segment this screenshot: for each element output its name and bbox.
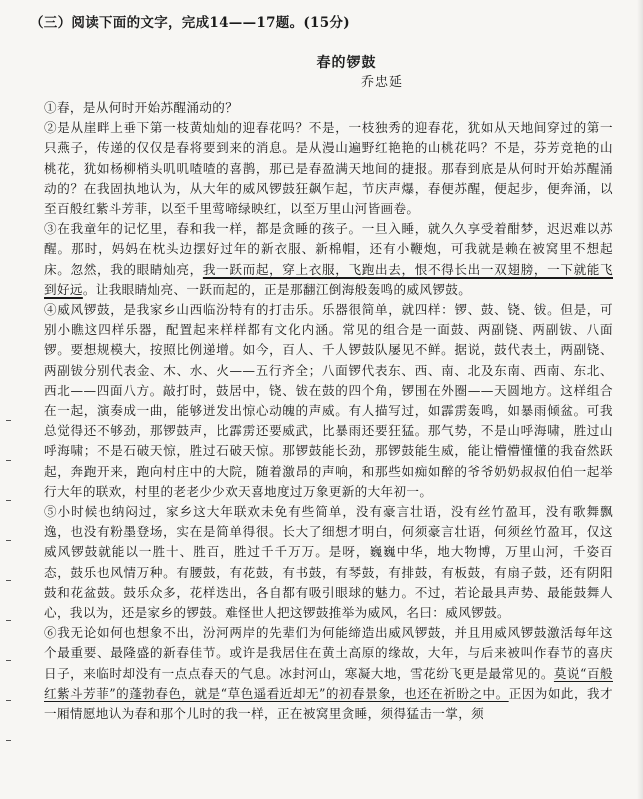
paragraph-1: ①春，是从何时开始苏醒涌动的？ (44, 100, 239, 115)
margin-mark (6, 420, 11, 421)
margin-mark (6, 660, 11, 661)
paragraph-3-text-b: 。让我眼睛灿亮、一跃而起的，正是那翻江倒海般轰鸣的威风锣鼓。 (82, 281, 472, 297)
page-edge-shadow (637, 0, 643, 799)
paragraph-3-text-a: ③在我童年的记忆里，春和我一样，都是贪睡的孩子。一旦入睡，就久久享受着酣梦，迟迟难以苏醒。那时，妈妈在枕头边摆好过年的新衣服、新棉帽，还有小鞭炮，可我就是赖在被窝里不想起床。忽然，我的眼睛灿亮， (44, 221, 613, 277)
margin-mark (6, 620, 11, 621)
margin-mark (6, 580, 11, 581)
section-heading: （三）阅读下面的文字，完成14——17题。(15分) (30, 15, 350, 31)
paragraph-6 (44, 623, 613, 724)
margin-pencil-marks (6, 420, 20, 780)
article-author: 乔忠延 (360, 75, 403, 90)
margin-mark (6, 500, 11, 501)
paragraph-6-underlined-sentence: 莫说“百般红紫斗芳菲”的蓬勃春色，就是“草色遥看近却无”的初春景象，也还在祈盼之中。 (44, 665, 613, 701)
paragraph-6-text-a: ⑥我无论如何也想象不出，汾河两岸的先辈们为何能缔造出威风锣鼓，并且用威风锣鼓激活每年这个最重要、最隆盛的新春佳节。或许是我居住在黄土高原的缘故，大年，与后来被叫作春节的喜庆日子，来临时却没有一点点春天的气息。冰封河山，寒凝大地，雪花纷飞更是最常见的。 (44, 625, 613, 681)
paragraph-2: ②是从崖畔上垂下第一枝黄灿灿的迎春花吗？不是，一枝独秀的迎春花，犹如从天地间穿过的第一只燕子，传递的仅仅是春将要到来的消息。是从漫山遍野红艳艳的山桃花吗？不是，芬芳竞艳的山桃花，犹如杨柳梢头叽叽喳喳的喜鹊，那已是春盈满天地间的捷报。那春到底是从何时开始苏醒涌动的？在我固执地认为，从大年的威风锣鼓狂飙乍起，节庆声爆，春便苏醒，便起步，便奔涌，以至百般红紫斗芳菲，以至千里莺啼绿映红，以至万里山河皆画卷。 (44, 120, 613, 217)
paragraph-3-underlined-sentence: 我一跃而起，穿上衣服，飞跑出去，恨不得长出一双翅膀，一下就能飞到好远 (44, 261, 613, 297)
paragraph-3 (44, 219, 613, 300)
margin-mark (6, 540, 11, 541)
paragraph-6-text-b: 正因为如此，我才一厢情愿地认为春和那个儿时的我一样，正在被窝里贪睡，须得猛击一掌，须 (44, 685, 613, 722)
margin-mark (6, 460, 11, 461)
margin-mark (6, 700, 11, 701)
paragraph-4: ④威风锣鼓，是我家乡山西临汾特有的打击乐。乐器很简单，就四样：锣、鼓、铙、钹。但是，可别小瞧这四样乐器，配置起来样样都有文化内涵。常见的组合是一面鼓、两副铙、两副钹、八面锣。要想规模大，按照比例递增。如今，百人、千人锣鼓队屡见不鲜。据说，鼓代表土，两副铙、两副钹分别代表金、木、水、火——五行齐全；八面锣代表东、西、南、北及东南、西南、东北、西北——四面八方。敲打时，鼓居中，铙、钹在鼓的四个角，锣围在外圈——天圆地方。这样组合在一起，演奏成一曲，能够迸发出惊心动魄的声威。有人描写过，如霹雳轰鸣，如暴雨倾盆。可我总觉得还不够劲，那锣鼓声，比霹雳还要威武，比暴雨还要狂猛。那气势，不是山呼海啸，胜过山呼海啸；不是石破天惊，胜过石破天惊。那锣鼓能长劲，那锣鼓能生威，能让懵懵懂懂的我奋然跃起，奔跑开来，跑向村庄中的大院，随着激昂的声响，和那些如痴如醉的爷爷奶奶叔叔伯伯一起举行大年的联欢，村里的老老少少欢天喜地度过万象更新的大年初一。 (44, 302, 613, 499)
article-title: 春的锣鼓 (316, 55, 377, 71)
margin-mark (6, 740, 11, 741)
paragraph-5: ⑤小时候也纳闷过，家乡这大年联欢未免有些简单，没有豪言壮语，没有丝竹盈耳，没有歌舞飘逸，也没有粉墨登场，实在是简单得很。长大了细想才明白，何须豪言壮语，何须丝竹盈耳，仅这威风锣鼓就能以一胜十、胜百，胜过千千万万。是呀，巍巍中华，地大物博，万里山河，千姿百态，鼓乐也风情万种。有腰鼓，有花鼓，有书鼓，有琴鼓，有排鼓，有板鼓，有扇子鼓，还有阴阳鼓和花盆鼓。鼓乐众多，花样迭出，各自都有吸引眼球的魅力。不过，若论最具声势、最能鼓舞人心，我以为，还是家乡的锣鼓。难怪世人把这锣鼓推举为威风，名曰：威风锣鼓。 (44, 504, 613, 621)
